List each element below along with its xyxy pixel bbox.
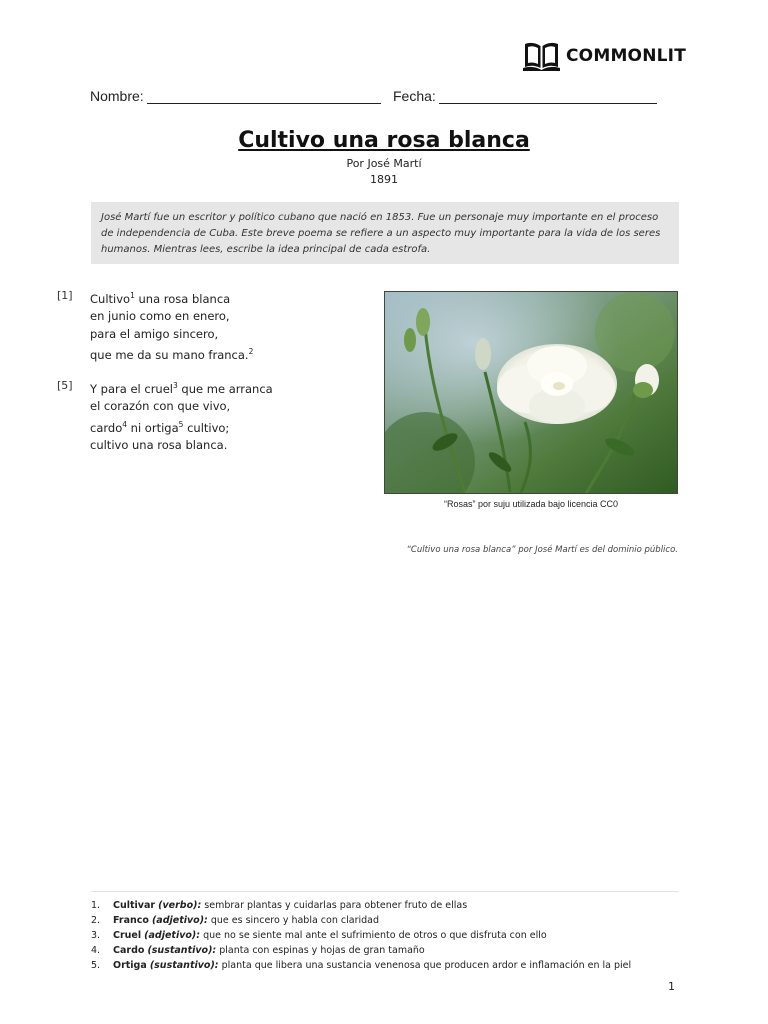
date-field-group [393,88,657,104]
footnotes-list [91,898,691,973]
poem-line: Cultivo$^1$ una rosa blanca [90,291,231,306]
page-number: 1 [668,980,675,993]
footnote-ref[interactable]: 2 [248,347,254,357]
date-field[interactable] [439,88,657,104]
poem-line: para el amigo sincero, [90,326,219,341]
open-book-icon [523,41,560,71]
date-label: Fecha: [393,88,436,104]
poem-line: el corazón con que vivo, [90,399,231,414]
photo-caption: “Rosas” por suju utilizada bajo licencia CC0 [443,499,619,509]
footnote-ref[interactable]: 3 [173,381,178,390]
name-field[interactable] [147,88,381,104]
line-number: [1] [57,289,73,302]
footnote-ref[interactable]: 1 [130,291,135,300]
footnote-item: 5. Ortiga (sustantivo): planta que libera una sustancia venenosa que producen ardor e inflamación en la piel [91,960,632,971]
footnote-item: 1. Cultivar (verbo): sembrar plantas y cuidarlas para obtener fruto de ellas [91,900,468,911]
commonlit-logo [523,41,686,71]
rose-illustration [385,292,678,494]
logo-wordmark: COMMONLIT [566,46,686,66]
poem-line: cardo$^4$ ni ortiga$^5$ cultivo; [90,419,230,435]
poem-title: Cultivo una rosa blanca [238,128,530,153]
footnote-ref[interactable]: 5 [178,419,184,429]
white-rose-photo [384,291,678,494]
footnote-divider [91,891,678,892]
stanza-2 [57,377,273,455]
poem-year: 1891 [370,173,398,186]
intro-box: José Martí fue un escritor y político cubano que nació en 1853. Fue un personaje muy importante en el proceso de independencia de Cuba. Este breve poema se refiere a un aspecto muy importante para la vida de los seres humanos. Mientras lees, escribe la idea principal de cada estrofa. [91,202,679,264]
poem-line: en junio como en enero, [90,309,230,324]
poem-line: que me da su mano franca.$^2$ [90,347,254,363]
footnote-item: 2. Franco (adjetivo): que es sincero y habla con claridad [91,915,379,926]
poem-line: Y para el cruel$^3$ que me arranca [90,381,273,396]
stanza-1 [57,287,253,365]
footnote-item: 4. Cardo (sustantivo): planta con espinas y hojas de gran tamaño [91,945,425,956]
poem-line: cultivo una rosa blanca. [90,438,228,453]
footnote-item: 3. Cruel (adjetivo): que no se siente mal ante el sufrimiento de otros o que disfruta con ello [91,930,547,941]
poem-author: Por José Martí [346,157,422,170]
name-field-group [90,88,381,104]
name-label: Nombre: [90,88,144,104]
line-number: [5] [57,379,73,392]
license-note: “Cultivo una rosa blanca” por José Martí es del dominio público. [406,545,678,555]
footnote-ref[interactable]: 4 [122,419,128,429]
